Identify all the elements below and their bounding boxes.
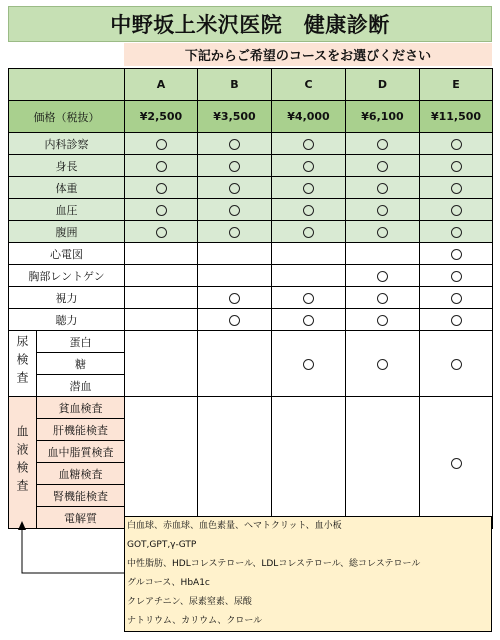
circle-mark-icon: [451, 458, 462, 469]
circle-mark-icon: [229, 315, 240, 326]
price-label: 価格（税抜）: [9, 101, 125, 133]
price-cell: ¥3,500: [198, 101, 272, 133]
subtitle: 下記からご希望のコースをお選びください: [124, 43, 492, 66]
mark-cell: [420, 133, 493, 155]
course-header-row: [9, 69, 493, 101]
exam-label: 体重: [9, 177, 125, 199]
mark-cell: [272, 331, 346, 397]
note-line: GOT,GPT,γ-GTP: [127, 540, 197, 550]
circle-mark-icon: [303, 139, 314, 150]
exam-row: [9, 309, 493, 331]
exam-label: 視力: [9, 287, 125, 309]
circle-mark-icon: [377, 359, 388, 370]
mark-cell: [346, 265, 420, 287]
mark-cell: [272, 221, 346, 243]
mark-cell: [346, 309, 420, 331]
price-cell: ¥2,500: [125, 101, 198, 133]
mark-cell: [346, 221, 420, 243]
urine-group-label: [9, 331, 37, 397]
course-header: A: [125, 69, 198, 101]
circle-mark-icon: [229, 161, 240, 172]
circle-mark-icon: [303, 315, 314, 326]
blood-item-label: 腎機能検査: [37, 485, 125, 507]
circle-mark-icon: [156, 227, 167, 238]
mark-cell: [198, 309, 272, 331]
mark-cell: [125, 265, 198, 287]
exam-label: 内科診察: [9, 133, 125, 155]
mark-cell: [346, 243, 420, 265]
mark-cell: [125, 331, 198, 397]
mark-cell: [420, 331, 493, 397]
mark-cell: [272, 199, 346, 221]
circle-mark-icon: [451, 205, 462, 216]
mark-cell: [420, 265, 493, 287]
price-cell: ¥11,500: [420, 101, 493, 133]
mark-cell: [272, 177, 346, 199]
circle-mark-icon: [303, 161, 314, 172]
exam-label: 聴力: [9, 309, 125, 331]
mark-cell: [125, 199, 198, 221]
circle-mark-icon: [229, 205, 240, 216]
mark-cell: [272, 155, 346, 177]
exam-label: 血圧: [9, 199, 125, 221]
circle-mark-icon: [451, 293, 462, 304]
blood-group-text: 血液検査: [15, 425, 29, 497]
blood-group-label: [9, 397, 37, 529]
circle-mark-icon: [229, 293, 240, 304]
circle-mark-icon: [451, 161, 462, 172]
mark-cell: [198, 177, 272, 199]
circle-mark-icon: [303, 183, 314, 194]
course-table: [8, 68, 493, 529]
urine-item-label: 糖: [37, 353, 125, 375]
mark-cell: [125, 221, 198, 243]
course-header: B: [198, 69, 272, 101]
circle-mark-icon: [451, 139, 462, 150]
mark-cell: [198, 287, 272, 309]
circle-mark-icon: [303, 227, 314, 238]
circle-mark-icon: [451, 271, 462, 282]
mark-cell: [420, 199, 493, 221]
circle-mark-icon: [451, 359, 462, 370]
circle-mark-icon: [451, 249, 462, 260]
price-cell: ¥6,100: [346, 101, 420, 133]
exam-row: [9, 155, 493, 177]
circle-mark-icon: [377, 271, 388, 282]
course-header: E: [420, 69, 493, 101]
mark-cell: [198, 265, 272, 287]
circle-mark-icon: [451, 315, 462, 326]
mark-cell: [198, 133, 272, 155]
blood-item-label: 貧血検査: [37, 397, 125, 419]
course-header: C: [272, 69, 346, 101]
circle-mark-icon: [377, 161, 388, 172]
blood-item-label: 血中脂質検査: [37, 441, 125, 463]
mark-cell: [125, 397, 198, 529]
blood-test-notes: [124, 516, 492, 632]
note-line: 中性脂肪、HDLコレステロール、LDLコレステロール、総コレステロール: [127, 559, 421, 569]
mark-cell: [125, 177, 198, 199]
urine-row: [9, 331, 493, 353]
circle-mark-icon: [377, 139, 388, 150]
price-row: [9, 101, 493, 133]
blood-row: [9, 397, 493, 419]
mark-cell: [198, 397, 272, 529]
circle-mark-icon: [303, 205, 314, 216]
mark-cell: [125, 243, 198, 265]
mark-cell: [346, 287, 420, 309]
course-header: D: [346, 69, 420, 101]
mark-cell: [272, 243, 346, 265]
mark-cell: [420, 243, 493, 265]
exam-row: [9, 243, 493, 265]
exam-label: 身長: [9, 155, 125, 177]
mark-cell: [125, 309, 198, 331]
exam-label: 胸部レントゲン: [9, 265, 125, 287]
note-line: 白血球、赤血球、血色素量、ヘマトクリット、血小板: [127, 521, 342, 531]
exam-row: [9, 133, 493, 155]
mark-cell: [420, 287, 493, 309]
circle-mark-icon: [303, 293, 314, 304]
circle-mark-icon: [451, 183, 462, 194]
circle-mark-icon: [156, 205, 167, 216]
mark-cell: [272, 287, 346, 309]
mark-cell: [198, 199, 272, 221]
circle-mark-icon: [377, 227, 388, 238]
mark-cell: [420, 155, 493, 177]
circle-mark-icon: [377, 183, 388, 194]
mark-cell: [272, 397, 346, 529]
exam-row: [9, 199, 493, 221]
mark-cell: [346, 199, 420, 221]
circle-mark-icon: [377, 205, 388, 216]
mark-cell: [198, 243, 272, 265]
mark-cell: [420, 177, 493, 199]
note-line: グルコース、HbA1c: [127, 578, 210, 588]
mark-cell: [125, 155, 198, 177]
circle-mark-icon: [156, 161, 167, 172]
urine-item-label: 潜血: [37, 375, 125, 397]
mark-cell: [420, 309, 493, 331]
page-title: 中野坂上米沢医院 健康診断: [8, 6, 492, 42]
exam-row: [9, 221, 493, 243]
blood-item-label: 肝機能検査: [37, 419, 125, 441]
circle-mark-icon: [229, 227, 240, 238]
mark-cell: [346, 397, 420, 529]
mark-cell: [346, 133, 420, 155]
circle-mark-icon: [303, 359, 314, 370]
arrow-line: [22, 527, 124, 573]
circle-mark-icon: [377, 293, 388, 304]
mark-cell: [346, 177, 420, 199]
blood-item-label: 電解質: [37, 507, 125, 529]
urine-group-text: 尿検査: [15, 335, 29, 389]
corner-cell: [9, 69, 125, 101]
mark-cell: [198, 221, 272, 243]
circle-mark-icon: [451, 227, 462, 238]
circle-mark-icon: [377, 315, 388, 326]
mark-cell: [272, 265, 346, 287]
urine-item-label: 蛋白: [37, 331, 125, 353]
mark-cell: [125, 287, 198, 309]
exam-row: [9, 287, 493, 309]
mark-cell: [198, 155, 272, 177]
exam-row: [9, 265, 493, 287]
note-line: ナトリウム、カリウム、クロール: [127, 616, 263, 626]
mark-cell: [125, 133, 198, 155]
blood-item-label: 血糖検査: [37, 463, 125, 485]
note-line: クレアチニン、尿素窒素、尿酸: [127, 597, 252, 607]
mark-cell: [346, 155, 420, 177]
mark-cell: [346, 331, 420, 397]
circle-mark-icon: [229, 139, 240, 150]
mark-cell: [272, 309, 346, 331]
circle-mark-icon: [156, 183, 167, 194]
mark-cell: [420, 221, 493, 243]
mark-cell: [272, 133, 346, 155]
price-cell: ¥4,000: [272, 101, 346, 133]
mark-cell: [198, 331, 272, 397]
mark-cell: [420, 397, 493, 529]
exam-label: 腹囲: [9, 221, 125, 243]
circle-mark-icon: [156, 139, 167, 150]
exam-label: 心電図: [9, 243, 125, 265]
circle-mark-icon: [229, 183, 240, 194]
exam-row: [9, 177, 493, 199]
